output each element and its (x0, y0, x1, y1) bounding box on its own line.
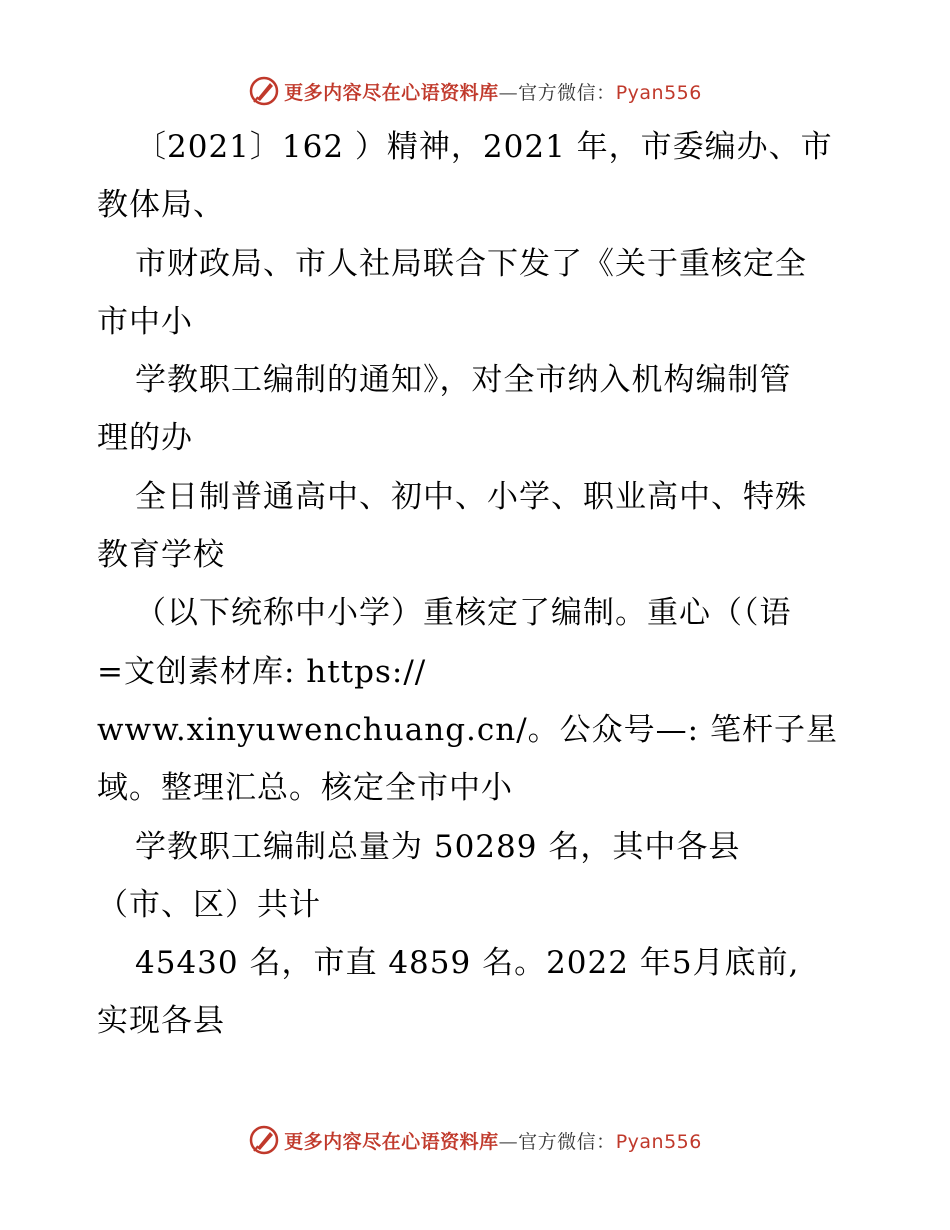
banner-dash: — (498, 1130, 519, 1153)
banner-subtitle: 官方微信： (518, 81, 616, 104)
doc-line: 学教职工编制的通知》，对全市纳入机构编制管 (135, 362, 792, 399)
banner-dash: — (498, 81, 519, 104)
doc-line: =文创素材库: https:// (97, 653, 427, 690)
quill-logo-icon (248, 1124, 280, 1156)
banner-title: 更多内容尽在心语资料库 (284, 1130, 499, 1153)
doc-line: 教育学校 (97, 537, 225, 574)
banner-wechat-id: Pyan556 (615, 1130, 702, 1153)
doc-line: 市中小 (97, 303, 193, 340)
doc-line: 市财政局、市人社局联合下发了《关于重核定全 (135, 245, 807, 282)
quill-logo-icon (248, 75, 280, 107)
banner-text (284, 1127, 702, 1154)
doc-line: 域。整理汇总。核定全市中小 (97, 770, 513, 807)
doc-line: www.xinyuwenchuang.cn/。公众号—: 笔杆子星 (97, 711, 838, 748)
doc-line: 教体局、 (97, 187, 225, 224)
doc-line: 〔2021〕162 ）精神，2021 年，市委编办、市 (135, 129, 833, 165)
doc-line: （市、区）共计 (97, 886, 321, 923)
doc-line: 理的办 (97, 420, 193, 457)
doc-line: 45430 名，市直 4859 名。2022 年5月底前, (135, 945, 800, 982)
banner-subtitle: 官方微信： (518, 1130, 616, 1153)
banner-wechat-id: Pyan556 (615, 81, 702, 104)
banner-text (284, 78, 702, 105)
doc-line: （以下统称中小学）重核定了编制。重心（（语 (135, 595, 792, 632)
doc-line: 学教职工编制总量为 50289 名，其中各县 (135, 828, 741, 865)
header-watermark-banner (0, 71, 950, 111)
document-body (97, 118, 897, 1051)
doc-line: 全日制普通高中、初中、小学、职业高中、特殊 (135, 478, 807, 515)
banner-title: 更多内容尽在心语资料库 (284, 81, 499, 104)
footer-watermark-banner (0, 1120, 950, 1160)
doc-line: 实现各县 (97, 1003, 225, 1040)
